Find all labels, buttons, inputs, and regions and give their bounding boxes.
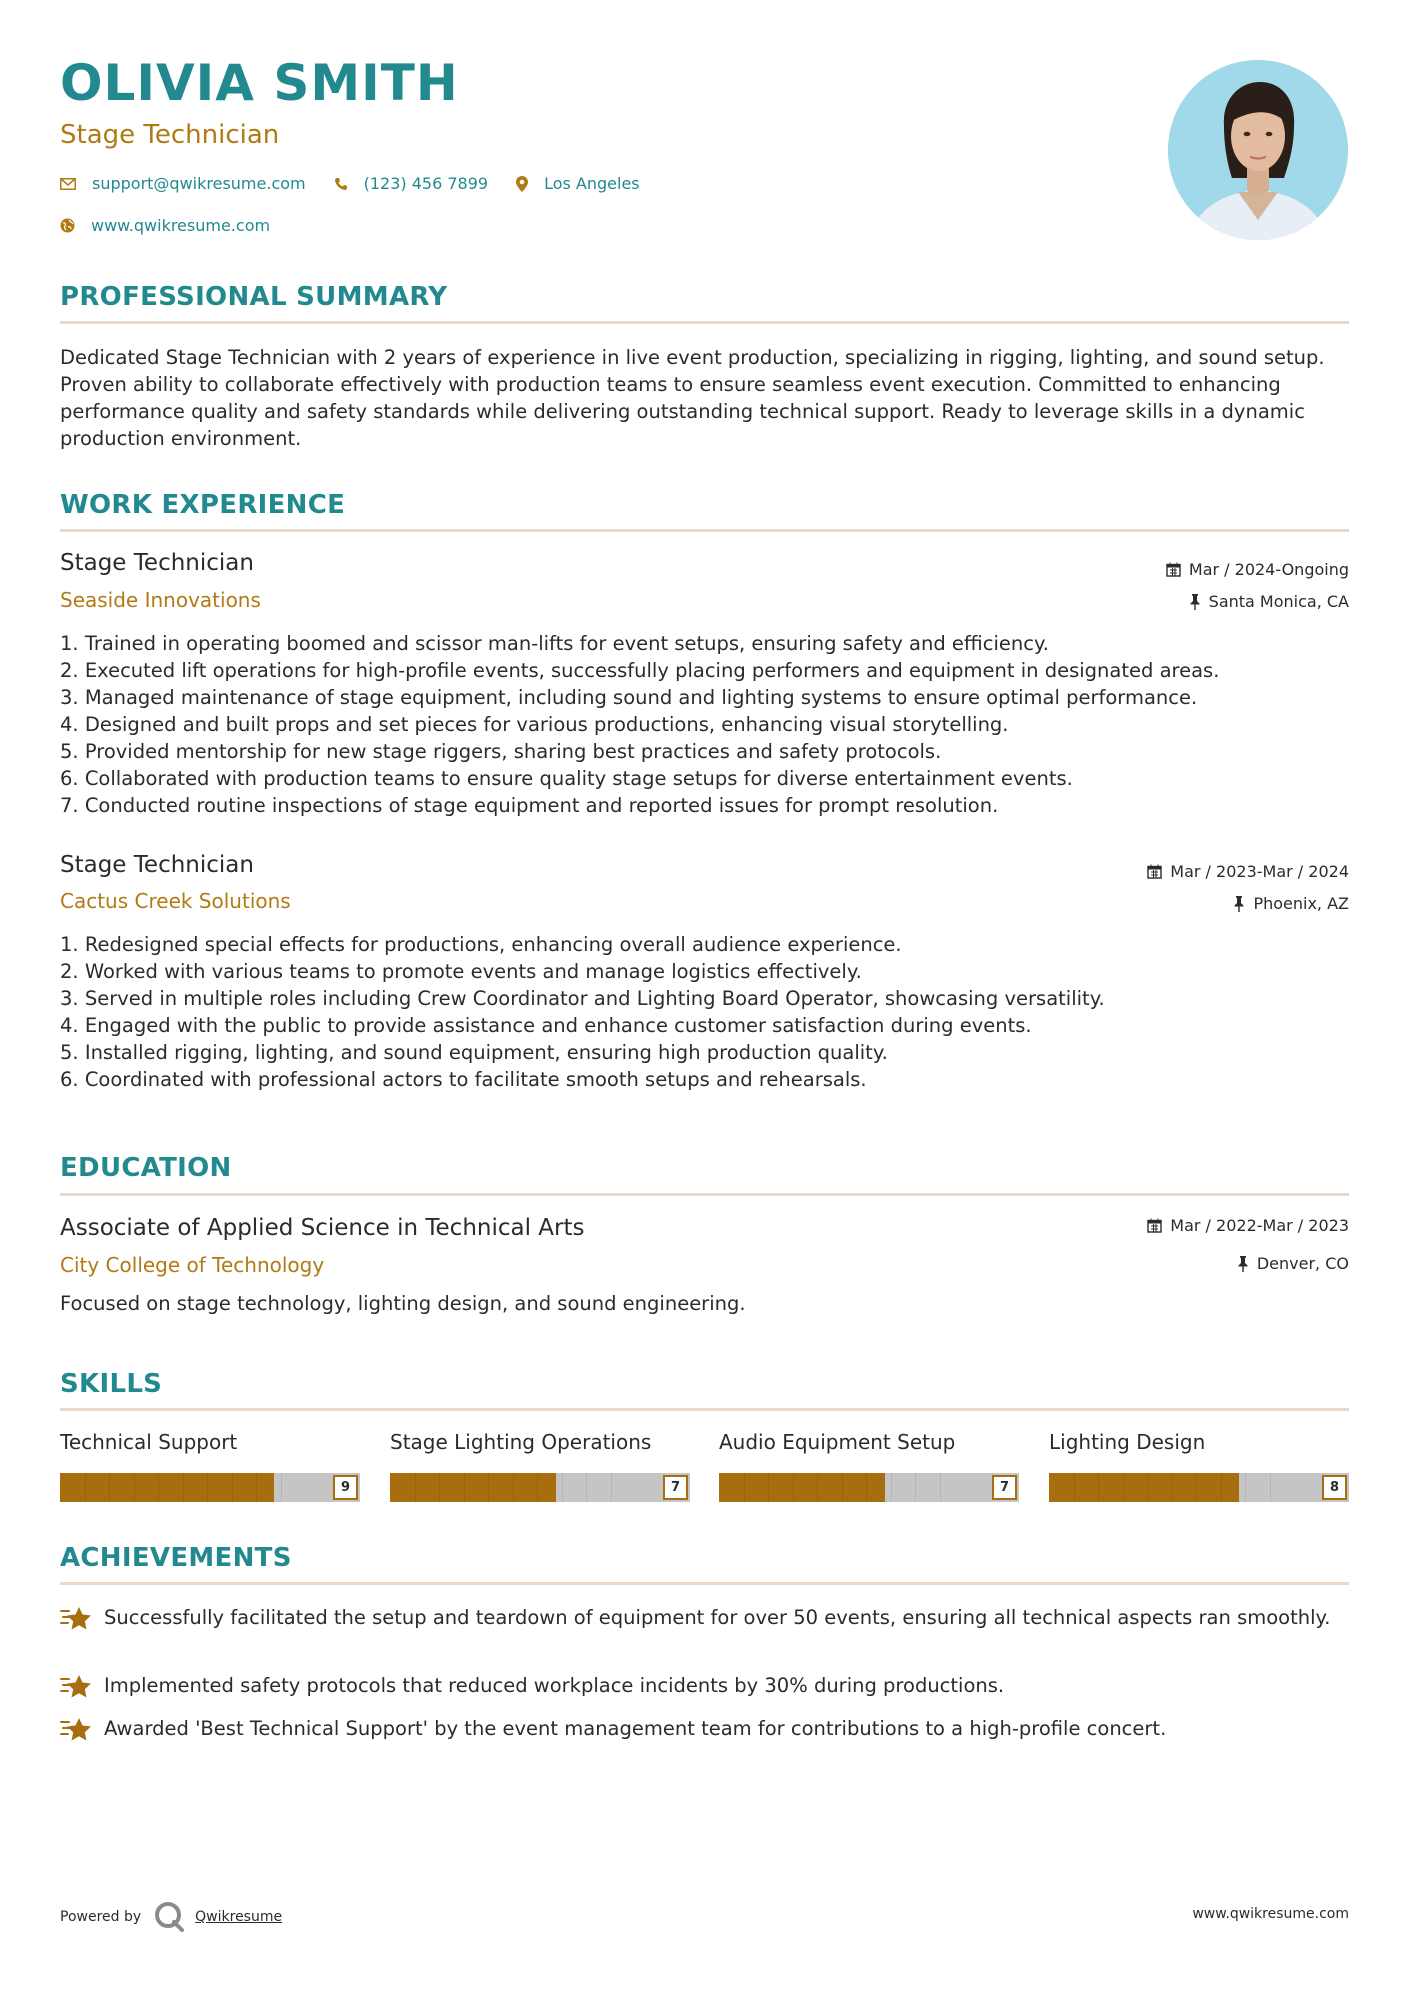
skill-bar-segment — [109, 1473, 110, 1502]
skill-bar-segment — [611, 1473, 612, 1502]
star-award-icon — [60, 1717, 92, 1743]
profile-photo-image — [1168, 60, 1348, 240]
skill-bar-segment — [1245, 1473, 1246, 1502]
pushpin-icon — [1233, 896, 1245, 912]
skill-audio-equipment-setup — [719, 1430, 1019, 1495]
skill-bar-segment — [207, 1473, 208, 1502]
star-award-icon — [60, 1606, 92, 1632]
job-2-dates-text: Mar / 2023-Mar / 2024 — [1170, 862, 1349, 881]
skill-bar-segment — [586, 1473, 587, 1502]
job-2-location — [1233, 894, 1349, 913]
job-1-bullets — [60, 630, 1350, 819]
email-text: support@qwikresume.com — [92, 174, 306, 193]
list-item: 3. Served in multiple roles including Crew Coordinator and Lighting Board Operator, showcasing versatility. — [60, 987, 1105, 1010]
skill-name: Stage Lighting Operations — [390, 1430, 652, 1454]
achievement-item — [60, 1604, 1350, 1632]
list-item: 6. Coordinated with professional actors to facilitate smooth setups and rehearsals. — [60, 1068, 867, 1091]
job-2-dates — [1147, 862, 1349, 881]
skill-bar-fill — [1049, 1473, 1239, 1502]
job-2-location-text: Phoenix, AZ — [1253, 894, 1349, 913]
skill-bar-segment — [940, 1473, 941, 1502]
skill-bar-segment — [1172, 1473, 1173, 1502]
skill-bar-segment — [464, 1473, 465, 1502]
footer-website[interactable]: www.qwikresume.com — [1192, 1906, 1349, 1922]
skill-lighting-design — [1049, 1430, 1349, 1495]
job-2-bullets — [60, 931, 1350, 1093]
skill-bar-segment — [1147, 1473, 1148, 1502]
list-item: 5. Installed rigging, lighting, and sound equipment, ensuring high production quality. — [60, 1041, 888, 1064]
skill-bar-segment — [85, 1473, 86, 1502]
achievement-text: Successfully facilitated the setup and teardown of equipment for over 50 events, ensuring all technical aspects ran smoothly. — [104, 1606, 1331, 1629]
achievements-divider — [60, 1582, 1349, 1585]
phone-text: (123) 456 7899 — [363, 174, 489, 193]
skills-divider — [60, 1408, 1349, 1411]
skill-score: 8 — [1322, 1475, 1347, 1500]
pushpin-icon — [1189, 594, 1201, 610]
envelope-icon — [60, 178, 76, 190]
skill-bar — [1049, 1473, 1349, 1502]
calendar-icon — [1147, 1218, 1162, 1233]
qwikresume-link[interactable]: Qwikresume — [195, 1909, 283, 1925]
job-1-dates-text: Mar / 2024-Ongoing — [1188, 560, 1349, 579]
education-divider — [60, 1193, 1349, 1196]
achievement-item — [60, 1715, 1350, 1743]
skill-bar-segment — [1270, 1473, 1271, 1502]
skill-bar-segment — [1123, 1473, 1124, 1502]
skill-bar-segment — [866, 1473, 867, 1502]
pushpin-icon — [1237, 1256, 1249, 1272]
contact-row — [60, 174, 668, 193]
skill-bar-segment — [158, 1473, 159, 1502]
calendar-icon — [1147, 864, 1162, 879]
skill-bar-segment — [1196, 1473, 1197, 1502]
qwikresume-logo-icon — [153, 1900, 187, 1934]
education-description: Focused on stage technology, lighting design, and sound engineering. — [60, 1292, 746, 1315]
education-dates — [1147, 1216, 1349, 1235]
calendar-icon — [1166, 562, 1181, 577]
skill-name: Technical Support — [60, 1430, 238, 1454]
star-award-icon — [60, 1674, 92, 1700]
education-location — [1237, 1254, 1349, 1273]
achievement-text: Awarded 'Best Technical Support' by the event management team for contributions to a high-profile concert. — [104, 1717, 1167, 1740]
skill-bar-segment — [439, 1473, 440, 1502]
skill-bar-segment — [817, 1473, 818, 1502]
skill-score: 9 — [333, 1475, 358, 1500]
website-text: www.qwikresume.com — [91, 216, 271, 235]
skill-name: Lighting Design — [1049, 1430, 1206, 1454]
skills-heading: SKILLS — [60, 1369, 163, 1399]
skill-bar-segment — [744, 1473, 745, 1502]
education-location-text: Denver, CO — [1256, 1254, 1349, 1273]
job-2-company: Cactus Creek Solutions — [60, 889, 291, 913]
list-item: 5. Provided mentorship for new stage riggers, sharing best practices and safety protocols. — [60, 740, 942, 763]
contact-phone[interactable] — [334, 174, 488, 193]
experience-divider — [60, 529, 1349, 532]
candidate-name: OLIVIA SMITH — [60, 54, 459, 112]
skill-bar-segment — [562, 1473, 563, 1502]
list-item: 7. Conducted routine inspections of stage equipment and reported issues for prompt resolution. — [60, 794, 999, 817]
skill-bar-segment — [768, 1473, 769, 1502]
summary-heading: PROFESSIONAL SUMMARY — [60, 282, 448, 312]
skill-score: 7 — [663, 1475, 688, 1500]
footer-powered-by — [60, 1900, 282, 1934]
job-1-dates — [1166, 560, 1349, 579]
list-item: 3. Managed maintenance of stage equipment, including sound and lighting systems to ensure optimal performance. — [60, 686, 1198, 709]
skill-bar-segment — [537, 1473, 538, 1502]
job-1-company: Seaside Innovations — [60, 588, 261, 612]
powered-by-text: Powered by — [60, 1909, 142, 1925]
contact-location — [516, 174, 640, 193]
map-pin-icon — [516, 176, 528, 192]
skill-technical-support — [60, 1430, 360, 1495]
skill-bar-segment — [915, 1473, 916, 1502]
achievement-item — [60, 1672, 1350, 1700]
list-item: 1. Redesigned special effects for productions, enhancing overall audience experience. — [60, 933, 902, 956]
skill-bar — [719, 1473, 1019, 1502]
phone-icon — [334, 177, 348, 191]
candidate-title: Stage Technician — [60, 120, 280, 150]
school-name: City College of Technology — [60, 1253, 325, 1277]
globe-icon — [60, 218, 75, 233]
achievement-text: Implemented safety protocols that reduced workplace incidents by 30% during productions. — [104, 1674, 1005, 1697]
list-item: 4. Designed and built props and set pieces for various productions, enhancing visual storytelling. — [60, 713, 1009, 736]
skill-bar-segment — [793, 1473, 794, 1502]
degree-title: Associate of Applied Science in Technical Arts — [60, 1215, 585, 1241]
education-dates-text: Mar / 2022-Mar / 2023 — [1170, 1216, 1349, 1235]
profile-photo — [1168, 60, 1348, 240]
skill-stage-lighting-operations — [390, 1430, 690, 1495]
contact-email[interactable] — [60, 174, 306, 193]
education-heading: EDUCATION — [60, 1153, 232, 1183]
job-2-title: Stage Technician — [60, 852, 254, 878]
skill-bar — [60, 1473, 360, 1502]
list-item: 6. Collaborated with production teams to ensure quality stage setups for diverse entertainment events. — [60, 767, 1073, 790]
skill-bar-segment — [842, 1473, 843, 1502]
skill-bar-segment — [891, 1473, 892, 1502]
skill-bar-segment — [183, 1473, 184, 1502]
skill-bar-segment — [513, 1473, 514, 1502]
skill-bar-segment — [256, 1473, 257, 1502]
contact-website[interactable] — [60, 216, 270, 235]
list-item: 1. Trained in operating boomed and scissor man-lifts for event setups, ensuring safety and efficiency. — [60, 632, 1049, 655]
skill-bar-segment — [232, 1473, 233, 1502]
list-item: 2. Executed lift operations for high-profile events, successfully placing performers and equipment in designated areas. — [60, 659, 1220, 682]
job-1-location-text: Santa Monica, CA — [1208, 592, 1349, 611]
skill-bar-segment — [281, 1473, 282, 1502]
skill-bar-segment — [1221, 1473, 1222, 1502]
experience-heading: WORK EXPERIENCE — [60, 490, 346, 520]
list-item: 4. Engaged with the public to provide assistance and enhance customer satisfaction during events. — [60, 1014, 1032, 1037]
skill-bar-segment — [415, 1473, 416, 1502]
skill-bar-segment — [1074, 1473, 1075, 1502]
achievements-heading: ACHIEVEMENTS — [60, 1543, 292, 1573]
website-row — [60, 216, 298, 235]
skill-bar-fill — [60, 1473, 274, 1502]
skill-bar — [390, 1473, 690, 1502]
job-1-location — [1189, 592, 1349, 611]
skill-bar-segment — [134, 1473, 135, 1502]
skill-bar-segment — [1098, 1473, 1099, 1502]
location-text: Los Angeles — [544, 174, 640, 193]
skill-name: Audio Equipment Setup — [719, 1430, 956, 1454]
summary-divider — [60, 321, 1349, 324]
job-1-title: Stage Technician — [60, 550, 254, 576]
summary-text: Dedicated Stage Technician with 2 years of experience in live event production, specializing in rigging, lighting, and sound setup. Proven ability to collaborate effectively with production teams to ensure seamless event execution. Committed to enhancing performance quality and safety standards while delivering outstanding technical support. Ready to leverage skills in a dynamic production environment. — [60, 346, 1325, 450]
skill-score: 7 — [992, 1475, 1017, 1500]
skill-bar-segment — [488, 1473, 489, 1502]
list-item: 2. Worked with various teams to promote events and manage logistics effectively. — [60, 960, 862, 983]
